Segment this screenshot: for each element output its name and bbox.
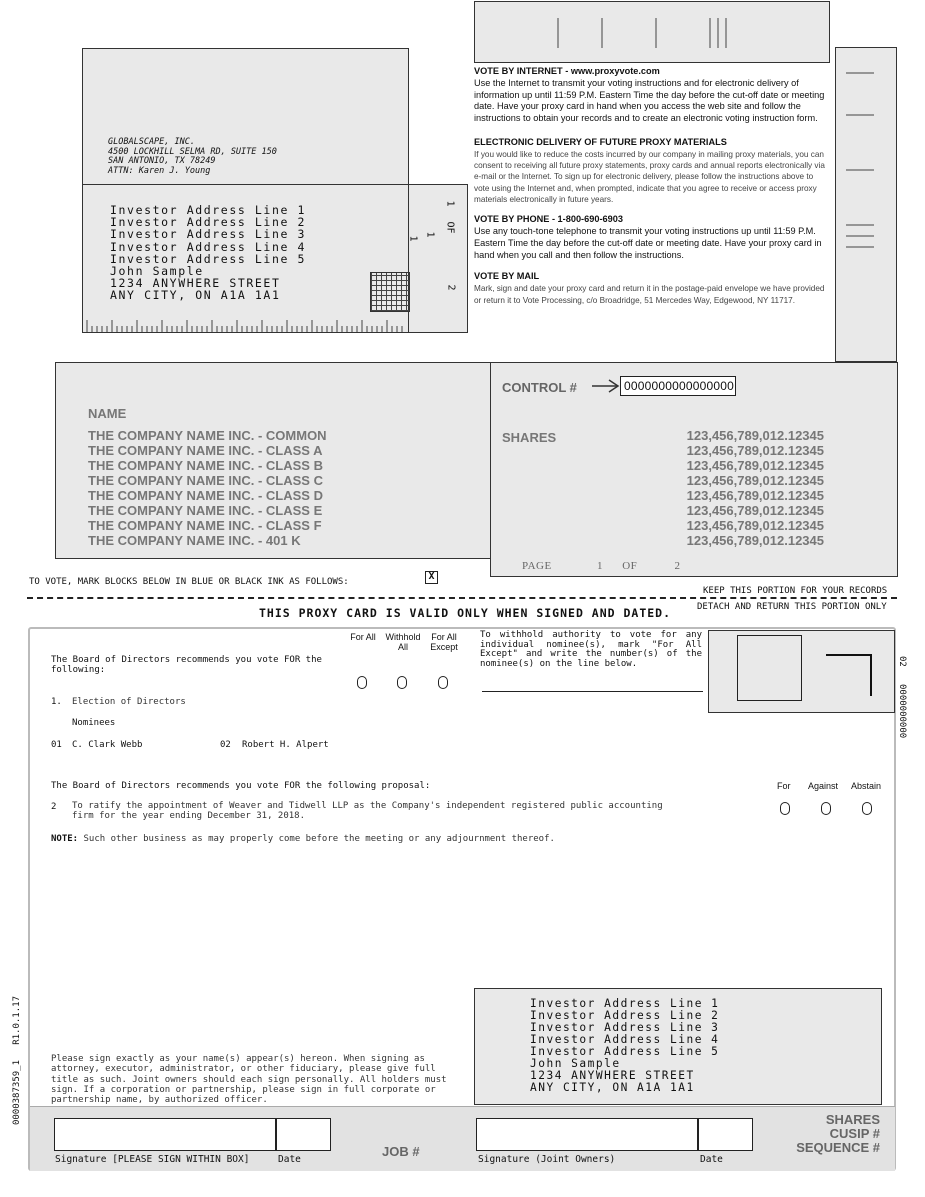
note (51, 834, 555, 844)
address-line: 1234 ANYWHERE STREET (110, 276, 281, 291)
voting-instructions (474, 66, 830, 306)
item-2-text: To ratify the appointment of Weaver and Tidwell LLP as the Company's independent registered public accounting firm for the year ending December 31, 2018. (72, 801, 663, 821)
ruler-ticks (85, 318, 405, 332)
footer-sequence: SEQUENCE # (796, 1140, 880, 1155)
share-value: 123,456,789,012.12345 (686, 488, 824, 503)
col-abstain: Abstain (851, 781, 882, 791)
company-name: THE COMPANY NAME INC. - CLASS D (88, 488, 323, 503)
joint-signature-box[interactable] (476, 1118, 698, 1151)
share-value: 123,456,789,012.12345 (686, 458, 824, 473)
company-name: THE COMPANY NAME INC. - CLASS E (88, 503, 323, 518)
address-line: Investor Address Line 3 (530, 1021, 720, 1034)
for-all-except-bubble[interactable] (438, 676, 448, 689)
side-mark-1: 1 (444, 200, 456, 207)
vote-internet-title: VOTE BY INTERNET - www.proxyvote.com (474, 66, 660, 76)
keep-portion: KEEP THIS PORTION FOR YOUR RECORDS (703, 586, 888, 596)
investor-address (110, 204, 306, 302)
item-1-number: 1. (51, 697, 62, 707)
proposal-against-bubble[interactable] (821, 802, 831, 815)
return-line: GLOBALSCAPE, INC. (108, 137, 195, 147)
company-name: THE COMPANY NAME INC. - CLASS B (88, 458, 323, 473)
item-2-number: 2 (51, 802, 57, 812)
for-all-bubble[interactable] (357, 676, 367, 689)
version-code: R1.0.1.17 (12, 996, 22, 1045)
corner-mark-icon (826, 654, 872, 696)
valid-notice: THIS PROXY CARD IS VALID ONLY WHEN SIGNED AND DATED. (259, 606, 672, 620)
detach-line (27, 597, 897, 599)
electronic-body: If you would like to reduce the costs incurred by our company in mailing proxy materials, you can consent to receiving all future proxy statements, proxy cards and annual reports electronically via e-mail or the Internet. To sign up for electronic delivery, please follow the instructions above to vote using the Internet and, when prompted, indicate that you agree to receive or access proxy materials electronically in future years. (474, 149, 825, 204)
share-value: 123,456,789,012.12345 (686, 473, 824, 488)
edge-marks (846, 60, 876, 260)
name-label: NAME (88, 406, 127, 421)
company-name: THE COMPANY NAME INC. - CLASS F (88, 518, 322, 533)
address-line: Investor Address Line 5 (530, 1045, 720, 1058)
address-line: ANY CITY, ON A1A 1A1 (530, 1081, 695, 1094)
control-label: CONTROL # (502, 380, 577, 395)
shares-label: SHARES (502, 430, 557, 445)
vote-mail-body: Mark, sign and date your proxy card and return it in the postage-paid envelope we have provided or return it to Vote Processing, c/o Broadridge, 51 Mercedes Way, Edgewood, NY 11717. (474, 284, 825, 305)
item-1-text: Election of Directors (72, 697, 186, 707)
address-line: ANY CITY, ON A1A 1A1 (110, 288, 281, 303)
right-vertical-small: 02 (897, 656, 907, 667)
side-mark-2: 2 (445, 284, 457, 291)
control-number: 0000000000000000 (624, 379, 734, 393)
note-text: Such other business as may properly come before the meeting or any adjournment thereof. (83, 834, 555, 844)
col-for-all-except: For All Except (430, 632, 458, 652)
col-for: For (777, 781, 791, 791)
date-box[interactable] (276, 1118, 331, 1151)
address-line: John Sample (110, 264, 204, 279)
col-against: Against (808, 781, 839, 791)
proposal-for-bubble[interactable] (780, 802, 790, 815)
return-line: 4500 LOCKHILL SELMA RD, SUITE 150 (108, 146, 277, 157)
company-name: THE COMPANY NAME INC. - CLASS A (88, 443, 323, 458)
address-line: Investor Address Line 3 (110, 227, 307, 242)
share-value: 123,456,789,012.12345 (686, 428, 824, 443)
share-value: 123,456,789,012.12345 (686, 518, 824, 533)
footer-shares: SHARES (825, 1112, 880, 1127)
company-name: THE COMPANY NAME INC. - CLASS C (88, 473, 323, 488)
nominee-2-number: 02 (220, 740, 231, 750)
job-label: JOB # (382, 1144, 420, 1159)
address-line: Investor Address Line 2 (530, 1009, 720, 1022)
vote-phone-body: Use any touch-tone telephone to transmit your voting instructions up until 11:59 P.M. Eastern Time the day before the cut-off date or meeting date. Have your proxy card in hand when you call and then follow the instructions. (474, 226, 822, 260)
page-total: 2 (674, 560, 681, 572)
page-indicator (522, 560, 681, 572)
proposal-abstain-bubble[interactable] (862, 802, 872, 815)
address-line: Investor Address Line 1 (110, 203, 307, 217)
joint-signature-label: Signature (Joint Owners) (478, 1154, 616, 1165)
page-label: PAGE (522, 560, 552, 572)
vote-mail-title: VOTE BY MAIL (474, 271, 540, 282)
address-line: Investor Address Line 1 (530, 997, 720, 1010)
grid-barcode-icon (370, 272, 410, 312)
address-line: John Sample (530, 1057, 621, 1070)
side-mark-of: OF (444, 221, 456, 234)
nominees-label: Nominees (72, 718, 116, 728)
return-address (108, 138, 277, 176)
electronic-title: ELECTRONIC DELIVERY OF FUTURE PROXY MATERIALS (474, 136, 727, 147)
joint-date-label: Date (700, 1154, 723, 1165)
arrow-right-icon (591, 378, 621, 394)
vote-internet-body: Use the Internet to transmit your voting instructions and for electronic delivery of information up until 11:59 P.M. Eastern Time the day before the cut-off date or meeting date. Have your proxy card in hand when you access the web site and follow the instructions to obtain your records and to create an electronic voting instruction form. (474, 77, 825, 124)
address-line: Investor Address Line 2 (110, 215, 307, 230)
side-mark-1c: 1 (407, 235, 419, 242)
col-withhold-all: Withhold All (385, 632, 421, 652)
col-for-all: For All (350, 632, 376, 642)
of-label: OF (622, 560, 638, 572)
withhold-instructions: To withhold authority to vote for any individual nominee(s), mark "For All Except" and write the number(s) of the nominee(s) on the line below. (480, 630, 702, 669)
board-recommendation-1: The Board of Directors recommends you vote FOR the following: (51, 655, 322, 675)
page-number: 1 (596, 560, 603, 572)
side-tab-panel (408, 184, 468, 333)
board-recommendation-2: The Board of Directors recommends you vote FOR the following proposal: (51, 781, 431, 791)
address-line: Investor Address Line 4 (530, 1033, 720, 1046)
company-name: THE COMPANY NAME INC. - COMMON (88, 428, 327, 443)
footer-cusip: CUSIP # (829, 1126, 880, 1141)
share-value: 123,456,789,012.12345 (686, 503, 824, 518)
return-line: ATTN: Karen J. Young (108, 165, 211, 176)
share-values (658, 428, 824, 548)
address-line: Investor Address Line 4 (110, 239, 307, 254)
bottom-investor-address (530, 998, 719, 1094)
share-value: 123,456,789,012.12345 (686, 443, 824, 458)
side-mark-1b: 1 (424, 231, 436, 238)
right-vertical-code: 0000000000 (897, 684, 907, 739)
return-line: SAN ANTONIO, TX 78249 (108, 156, 216, 166)
signature-box[interactable] (54, 1118, 276, 1151)
signature-label: Signature [PLEASE SIGN WITHIN BOX] (55, 1154, 250, 1165)
detach-portion: DETACH AND RETURN THIS PORTION ONLY (697, 602, 887, 612)
scan-box-square (737, 635, 802, 701)
share-value: 123,456,789,012.12345 (686, 533, 824, 548)
except-write-line[interactable] (482, 691, 703, 692)
signing-instructions: Please sign exactly as your name(s) appear(s) hereon. When signing as attorney, executor, administrator, or other fiduciary, please give full title as such. Joint owners should each sign personally. All holders must sign. If a corporation or partnership, please sign in full corporate or partnership name, by authorized officer. (51, 1054, 447, 1106)
date-label: Date (278, 1154, 301, 1165)
company-names (88, 428, 327, 548)
nominee-1-number: 01 (51, 740, 62, 750)
sample-mark-box: X (425, 571, 438, 584)
address-line: Investor Address Line 5 (110, 251, 307, 266)
document-code: 0000387359_1 (12, 1060, 22, 1126)
nominee-2-name: Robert H. Alpert (242, 740, 329, 750)
mark-instructions: TO VOTE, MARK BLOCKS BELOW IN BLUE OR BLACK INK AS FOLLOWS: (29, 577, 349, 587)
withhold-all-bubble[interactable] (397, 676, 407, 689)
nominee-1-name: C. Clark Webb (72, 740, 143, 750)
note-label: NOTE: (51, 834, 79, 844)
vote-phone-title: VOTE BY PHONE - 1-800-690-6903 (474, 214, 623, 225)
company-name: THE COMPANY NAME INC. - 401 K (88, 533, 301, 548)
joint-date-box[interactable] (698, 1118, 753, 1151)
address-line: 1234 ANYWHERE STREET (530, 1069, 695, 1082)
postal-barcode-icon (550, 18, 770, 48)
footer-codes (760, 1113, 880, 1155)
